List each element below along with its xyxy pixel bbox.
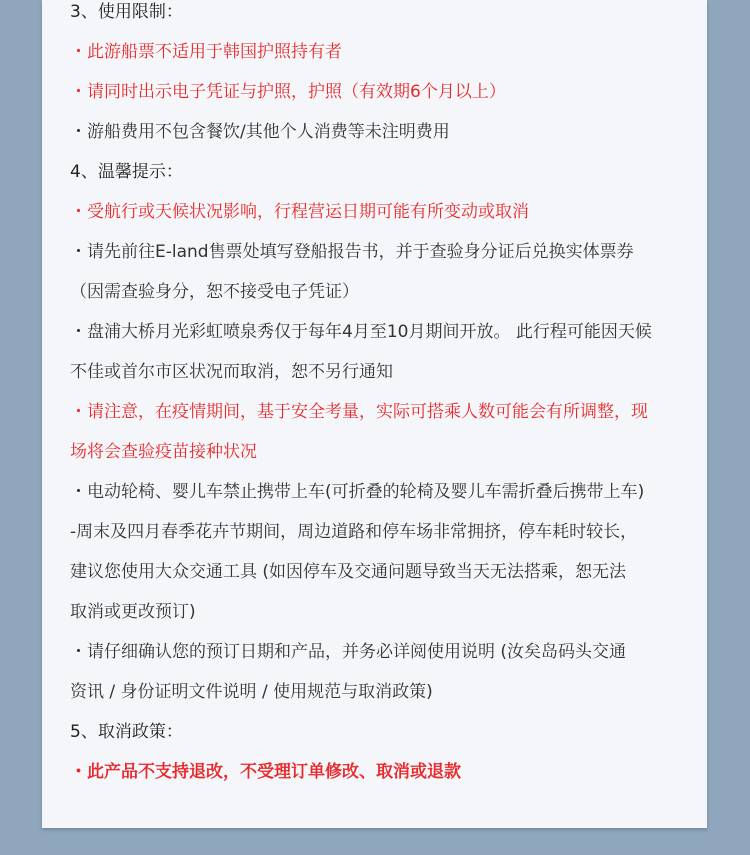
tips-line: ・请先前往E-land售票处填写登船报告书，并于查验身分证后兑换实体票券: [70, 242, 634, 262]
tips-line: -周末及四月春季花卉节期间，周边道路和停车场非常拥挤，停车耗时较长，: [70, 522, 638, 542]
tips-line: ・盘浦大桥月光彩虹喷泉秀仅于每年4月至10月期间开放。 此行程可能因天候: [70, 322, 652, 342]
usage-limit-item: ・请同时出示电子凭证与护照，护照（有效期6个月以上）: [70, 82, 506, 102]
cancellation-item: ・此产品不支持退改，不受理订单修改、取消或退款: [70, 762, 461, 782]
usage-limit-item: ・游船费用不包含餐饮/其他个人消费等未注明费用: [70, 122, 450, 142]
usage-limits-heading: 3、使用限制：: [70, 2, 183, 22]
cancellation-heading: 5、取消政策：: [70, 722, 183, 742]
card-content: [70, 0, 690, 792]
tips-heading: 4、温馨提示：: [70, 162, 183, 182]
tips-line: ・受航行或天候状况影响，行程营运日期可能有所变动或取消: [70, 202, 529, 222]
tips-line: 场将会查验疫苗接种状况: [70, 442, 257, 462]
usage-limit-item: ・此游船票不适用于韩国护照持有者: [70, 42, 342, 62]
info-card: [42, 0, 707, 828]
tips-line: 建议您使用大众交通工具 (如因停车及交通问题导致当天无法搭乘，恕无法: [70, 562, 627, 582]
tips-line: ・请注意，在疫情期间，基于安全考量，实际可搭乘人数可能会有所调整，现: [70, 402, 648, 422]
tips-line: 资讯 / 身份证明文件说明 / 使用规范与取消政策): [70, 682, 433, 702]
tips-line: 取消或更改预订): [70, 602, 196, 622]
tips-line: 不佳或首尔市区状况而取消，恕不另行通知: [70, 362, 393, 382]
tips-line: ・请仔细确认您的预订日期和产品，并务必详阅使用说明 (汝矣岛码头交通: [70, 642, 627, 662]
tips-line: ・电动轮椅、婴儿车禁止携带上车(可折叠的轮椅及婴儿车需折叠后携带上车): [70, 482, 645, 502]
tips-line: （因需查验身分，恕不接受电子凭证）: [70, 282, 359, 302]
